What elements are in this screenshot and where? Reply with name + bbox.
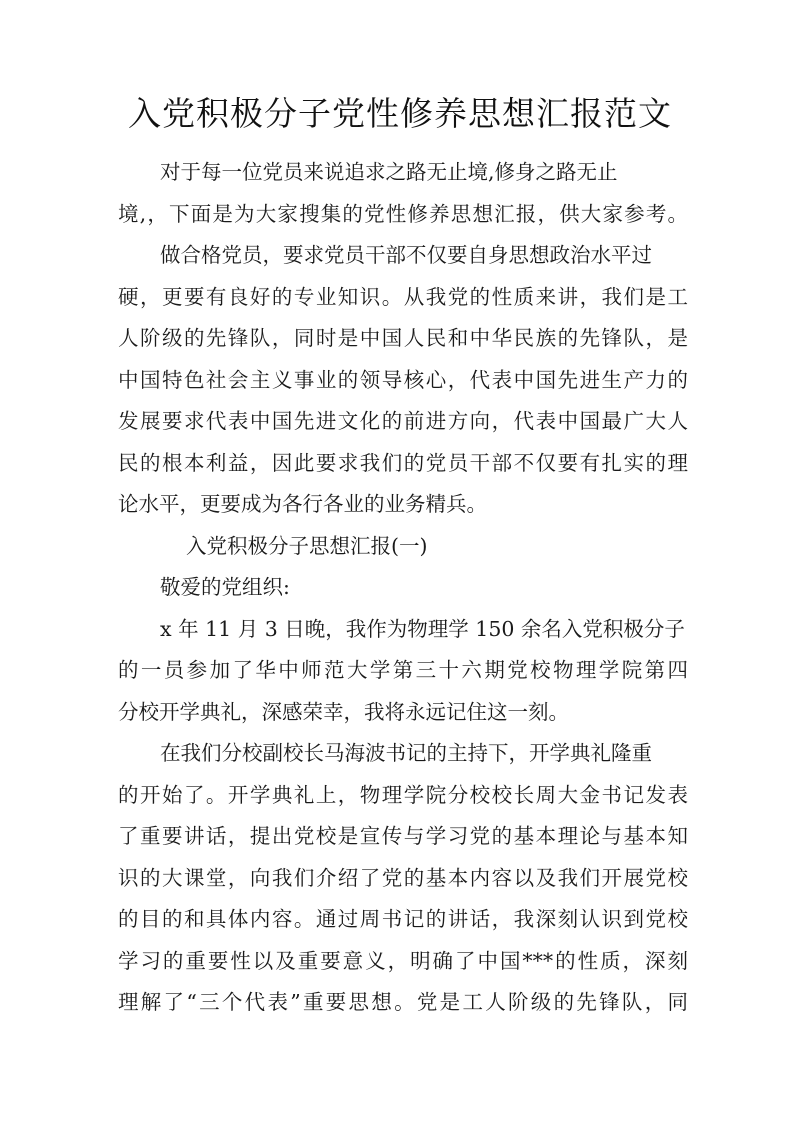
- paragraph-line: 人阶级的先锋队，同时是中国人民和中华民族的先锋队，是: [118, 326, 688, 350]
- paragraph-line: 的目的和具体内容。通过周书记的讲话，我深刻认识到党校: [118, 907, 688, 931]
- paragraph-line: 中国特色社会主义事业的领导核心，代表中国先进生产力的: [118, 367, 688, 392]
- paragraph-line: 做合格党员，要求党员干部不仅要自身思想政治水平过: [160, 243, 652, 267]
- paragraph-line: 硬，更要有良好的专业知识。从我党的性质来讲，我们是工: [118, 284, 688, 309]
- paragraph-line: 的开始了。开学典礼上，物理学院分校校长周大金书记发表: [118, 782, 688, 807]
- section-heading: 入党积极分子思想汇报(一): [186, 533, 428, 558]
- paragraph-line: 了重要讲话，提出党校是宣传与学习党的基本理论与基本知: [118, 824, 688, 848]
- paragraph-line: 民的根本利益，因此要求我们的党员干部不仅要有扎实的理: [118, 450, 688, 475]
- paragraph-line: 的一员参加了华中师范大学第三十六期党校物理学院第四: [118, 658, 688, 682]
- paragraph-line: 分校开学典礼，深感荣幸，我将永远记住这一刻。: [118, 699, 569, 724]
- paragraph-line: 发展要求代表中国先进文化的前进方向，代表中国最广大人: [118, 409, 688, 433]
- paragraph-line: x 年 11 月 3 日晚，我作为物理学 150 余名入党积极分子: [160, 616, 685, 641]
- paragraph-line: 境,，下面是为大家搜集的党性修养思想汇报，供大家参考。: [118, 201, 688, 226]
- paragraph-line: 在我们分校副校长马海波书记的主持下，开学典礼隆重: [160, 741, 652, 765]
- paragraph-line: 识的大课堂，向我们介绍了党的基本内容以及我们开展党校: [118, 865, 688, 890]
- document-title: 入党积极分子党性修养思想汇报范文: [128, 94, 672, 133]
- paragraph-line: 学习的重要性以及重要意义，明确了中国***的性质，深刻: [118, 948, 688, 973]
- salutation: 敬爱的党组织:: [160, 575, 290, 599]
- paragraph-line: 论水平，更要成为各行各业的业务精兵。: [118, 492, 487, 516]
- paragraph-line: 对于每一位党员来说追求之路无止境,修身之路无止: [160, 160, 618, 184]
- document-body: [118, 152, 688, 1024]
- paragraph-line: 理解了“三个代表”重要思想。党是工人阶级的先锋队，同: [118, 990, 688, 1014]
